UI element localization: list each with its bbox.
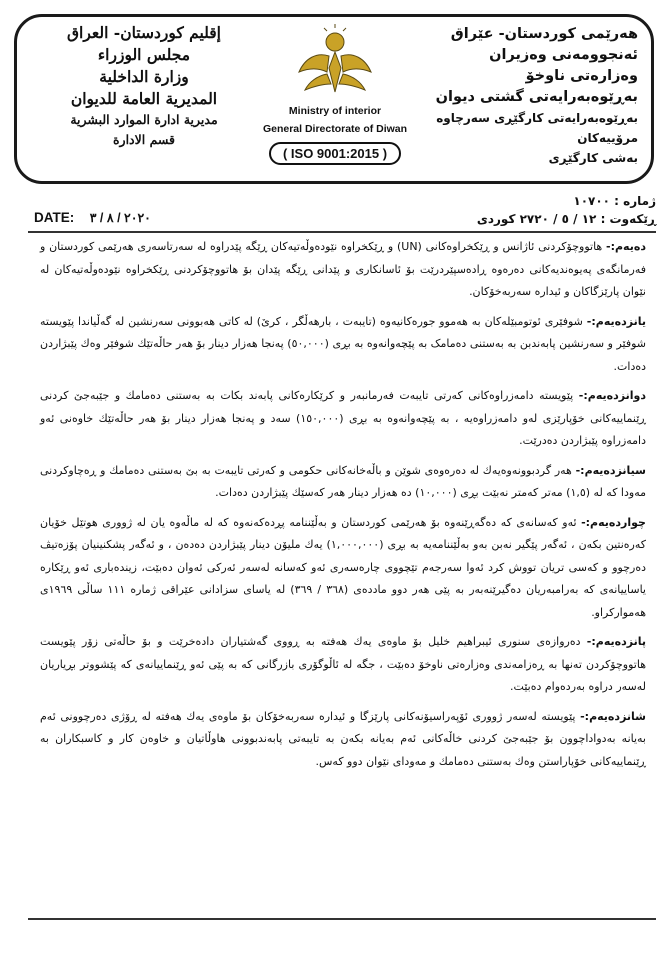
- clause-text: ئەو کەسانەی کە دەگەڕێنەوە بۆ هەرێمی کوردستان و بەڵێننامە پڕدەکەنەوە کە لە ماڵەوە یان لە ژووری هوتێل خۆیان کەرەنتین بکەن ، ئەگەر پێگیر نەبن بەو بەڵێننامەیە بە بڕی (١,٠٠٠,٠٠٠) یەك ملیۆن دینار پێبژاردن دەدەن ، و ئەگەر پشکنینیان پۆزەتیڤ دەرچوو و کەسی تریان تووش کرد ئەوا سەرجەم تێچووی چارەسەری ئەو کەسانە لەسەر ئەرکی ئەوان دەبێت، زیندەباری ئەو ڕێکارە یاساییانەی کە بەرامبەریان دەگیرێنەبەر بە پێی هەر دوو ماددەی (٣٦٨ / ٣٦٩) لە یاسای سزادانی عێراقی ژمارە ١١١ ساڵی ١٩٦٩ی هەموارکراو.: [40, 515, 646, 619]
- clause-text: شوفێری ئوتومبێلەکان بە هەموو جورەکانیەوە (تایبەت ، بارهەڵگر ، کرێ) لە کاتی هەبوونی سەرنشین لە گەڵیاندا پێویستە شوفێر و سەرنشین پابەندبن بە بەستنی دەمامک بە پێچەوانەوە بە بڕی (٥٠,٠٠٠) پەنجا هەزار دینار بۆ هەر حاڵەتێك شوفێر وەك پێبژاردن دەدات.: [40, 314, 646, 373]
- iso-badge: ( ISO 9001:2015 ): [269, 142, 401, 165]
- header-divider: [28, 231, 656, 233]
- kurdish-line: وەزارەتی ناوخۆ: [525, 68, 638, 84]
- clause-heading: چواردەیەم:-: [581, 515, 646, 529]
- clause-paragraph: [40, 512, 646, 625]
- clause-heading: شانزدەیەم:-: [580, 709, 646, 723]
- ministry-name: Ministry of interior: [288, 105, 382, 117]
- clause-text: دەروازەی سنوری ئیبراهیم خلیل بۆ ماوەی یەك هەفتە بە ڕووی گەشتیاران دادەخرێت و بۆ حاڵەتی زۆر پێویست هاتووچۆکردن تەنها بە ڕەزامەندی وەزارەتی ناوخۆ دەبێت ، جگە لە ئاڵوگۆری بازرگانی کە بە پێی ئەو ڕێنماییانەی کە پێشووتر بڕیاریان لەسەر دراوە بەردەوام دەبێت.: [40, 635, 646, 693]
- clause-heading: یانزدەیەم:-: [586, 314, 646, 328]
- clause-text: پێویستە دامەزراوەکانی کەرتی تایبەت فەرمانبەر و کرێکارەکانی پابەند بکات بە بەستنی دەمامك و جێبەجێ کردنی ڕێنماییەکانی خۆپارێزی لەو دامەزراوەیە ، بە پێچەوانەوە بە بڕی (١٥٠,٠٠٠) سەد و پەنجا هەزار دینار بۆ هەر حاڵەتێك خاوەنی ئەو دامەزراوە پێبژاردن دەدرێت.: [40, 389, 646, 447]
- date-field: [34, 210, 151, 225]
- clause-text: هەر گردبوونەوەیەك لە دەرەوەی شوێن و باڵەخانەکانی حکومی و کەرتی تایبەت بە بێ بەستنی دەمامك و ڕەچاوکردنی مەودا کە لە (١,٥) مەتر کەمتر نەبێت بڕی (١٠,٠٠٠) دە هەزار دینار هەر کەسێك پێبژاردن دەدات.: [40, 463, 646, 499]
- date-label: DATE:: [34, 210, 75, 225]
- arabic-line: إقليم كوردستان- العراق: [66, 23, 221, 42]
- letterhead-kurdish: [408, 24, 638, 168]
- kurdish-line: بەڕێوەبەرایەتی گشتی دیوان: [435, 89, 638, 105]
- arabic-subline: مديرية ادارة الموارد البشرية: [70, 112, 218, 127]
- clause-heading: سیانزدەیەم:-: [575, 463, 646, 477]
- date-value: ٢٠٢٠ / ٨ / ٣: [89, 211, 151, 225]
- arabic-line: وزارة الداخلية: [99, 67, 189, 86]
- arabic-subline: قسم الادارة: [112, 132, 176, 147]
- clause-paragraph: [40, 236, 646, 304]
- arabic-line: مجلس الوزراء: [97, 45, 191, 64]
- kurdish-line: هەرێمی کوردستان- عێراق: [450, 26, 638, 42]
- clause-paragraph: [40, 460, 646, 505]
- footer-divider: [28, 918, 656, 920]
- clause-paragraph: [40, 385, 646, 453]
- kurdish-subline: بەڕێوەبەرایەتی کارگێڕی سەرچاوە مرۆییەکان: [436, 111, 638, 145]
- reference-number: ژمارە : ١٠٧٠٠: [573, 194, 656, 208]
- document-body: [40, 236, 646, 780]
- arabic-line: المديرية العامة للديوان: [70, 89, 218, 108]
- directorate-name: General Directorate of Diwan: [262, 123, 408, 135]
- clause-paragraph: [40, 706, 646, 774]
- letterhead-arabic: [44, 22, 244, 150]
- clause-heading: دوانزدەیەم:-: [578, 389, 646, 402]
- kurdish-subline: بەشی کارگێڕی: [548, 151, 638, 165]
- clause-heading: دەیەم:-: [606, 240, 646, 253]
- kurdish-line: ئەنجوومەنی وەزیران: [489, 47, 638, 63]
- clause-text: هاتووچۆکردنی ئاژانس و ڕێکخراوەکانی (UN) و ڕێکخراوە نێودەوڵەتیەکان ڕێگە پێدراوە لە سەرتاسەری هەرێمی کوردستان و فەرمانگەی پەیوەندیەکانی دەرەوە ڕادەسپێردرێت بۆ ئاسانکاری و پێدانی ڕێگە پێدان بۆ هاتووچۆکردنی ڕێکخراوە نێودەوڵەتیەکان لە نێوان پارێزگاکان و ئیدارە سەربەخۆکان.: [40, 240, 646, 298]
- clause-paragraph: [40, 311, 646, 379]
- clause-paragraph: [40, 631, 646, 699]
- clause-heading: پانزدەیەم:-: [586, 635, 646, 648]
- clause-text: پێویستە لەسەر ژووری ئۆپەراسیۆنەکانی پارێزگا و ئیدارە سەربەخۆکان بۆ ماوەی یەك هەفتە لە ڕۆژی دەرچوونی ئەم بەیانە بەدواداچوون بۆ جێبەجێ کردنی خاڵەکانی ئەم بەیانە بکەن بە تایبەتی پابەندبوونی هاوڵاتیان و خاوەن کار و کاسبکاران بە ڕێنماییەکانی خۆپاراستن وەك بەستنی دەمامك و مەودای نێوان دوو کەس.: [40, 709, 646, 768]
- reference-date: ڕێکەوت : ١٢ / ٥ / ٢٧٢٠ کوردی: [476, 212, 656, 226]
- kurdistan-eagle-emblem-icon: [295, 22, 375, 100]
- letterhead-center: [250, 22, 420, 165]
